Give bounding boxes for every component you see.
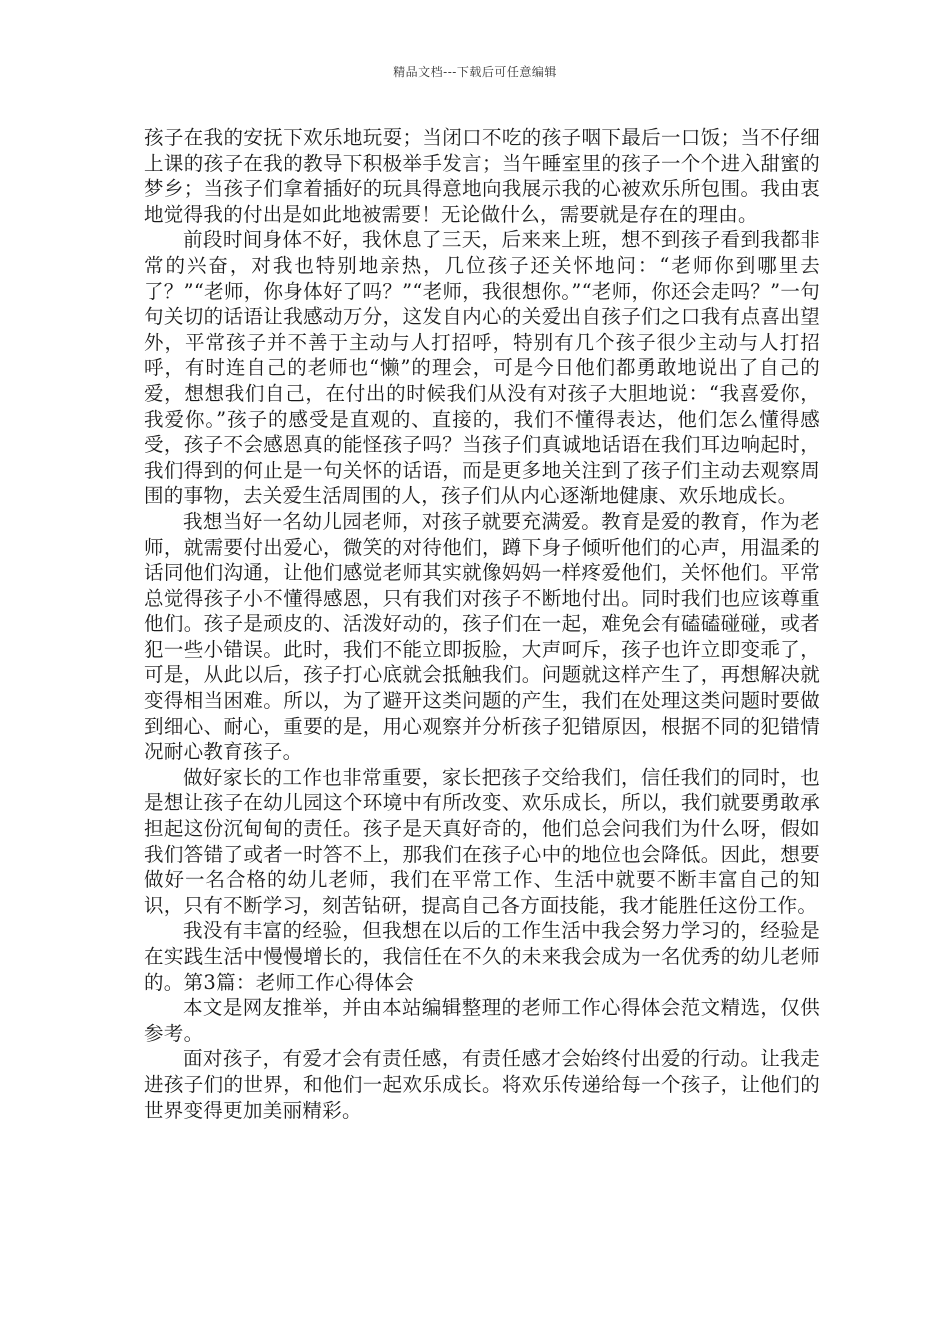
paragraph: 做好家长的工作也非常重要，家长把孩子交给我们，信任我们的同时，也是想让孩子在幼儿园这个环境中有所改变、欢乐成长，所以，我们就要勇敢承担起这份沉甸甸的责任。孩子是天真好奇的，他们总会问我们为什么呀，假如我们答错了或者一时答不上，那我们在孩子心中的地位也会降低。因此，想要做好一名合格的幼儿老师，我们在平常工作、生活中就要不断丰富自己的知识，只有不断学习，刻苦钻研，提高自己各方面技能，我才能胜任这份工作。	[144, 765, 820, 917]
paragraph: 面对孩子，有爱才会有责任感，有责任感才会始终付出爱的行动。让我走进孩子们的世界，和他们一起欢乐成长。将欢乐传递给每一个孩子，让他们的世界变得更加美丽精彩。	[144, 1047, 820, 1122]
paragraph: 孩子在我的安抚下欢乐地玩耍；当闭口不吃的孩子咽下最后一口饭；当不仔细上课的孩子在我的教导下积极举手发言；当午睡室里的孩子一个个进入甜蜜的梦乡；当孩子们拿着插好的玩具得意地向我展示我的心被欢乐所包围。我由衷地觉得我的付出是如此地被需要！无论做什么，需要就是存在的理由。	[144, 126, 820, 226]
paragraph: 前段时间身体不好，我休息了三天，后来来上班，想不到孩子看到我都非常的兴奋，对我也特别地亲热，几位孩子还关怀地问：“老师你到哪里去了？”“老师，你身体好了吗？”“老师，我很想你。”“老师，你还会走吗？”一句句关切的话语让我感动万分，这发自内心的关爱出自孩子们之口我有点喜出望外，平常孩子并不善于主动与人打招呼，特别有几个孩子很少主动与人打招呼，有时连自己的老师也“懒”的理会，可是今日他们都勇敢地说出了自己的爱，想想我们自己，在付出的时候我们从没有对孩子大胆地说：“我喜爱你，我爱你。”孩子的感受是直观的、直接的，我们不懂得表达，他们怎么懂得感受，孩子不会感恩真的能怪孩子吗？当孩子们真诚地话语在我们耳边响起时，我们得到的何止是一句关怀的话语，而是更多地关注到了孩子们主动去观察周围的事物，去关爱生活周围的人，孩子们从内心逐渐地健康、欢乐地成长。	[144, 228, 820, 508]
page-header: 精品文档---下载后可任意编辑	[393, 65, 557, 79]
paragraph: 我想当好一名幼儿园老师，对孩子就要充满爱。教育是爱的教育，作为老师，就需要付出爱心，微笑的对待他们，蹲下身子倾听他们的心声，用温柔的话同他们沟通，让他们感觉老师其实就像妈妈一样疼爱他们，关怀他们。平常总觉得孩子小不懂得感恩，只有我们对孩子不断地付出。同时我们也应该尊重他们。孩子是顽皮的、活泼好动的，孩子们在一起，难免会有磕磕碰碰，或者犯一些小错误。此时，我们不能立即扳脸，大声呵斥，孩子也许立即变乖了，可是，从此以后，孩子打心底就会抵触我们。问题就这样产生了，再想解决就变得相当困难。所以，为了避开这类问题的产生，我们在处理这类问题时要做到细心、耐心，重要的是，用心观察并分析孩子犯错原因，根据不同的犯错情况耐心教育孩子。	[144, 509, 820, 764]
paragraph: 本文是网友推举，并由本站编辑整理的老师工作心得体会范文精选，仅供参考。	[144, 996, 820, 1045]
paragraph: 我没有丰富的经验，但我想在以后的工作生活中我会努力学习的，经验是在实践生活中慢慢增长的，我信任在不久的未来我会成为一名优秀的幼儿老师的。第3篇：老师工作心得体会	[144, 919, 820, 994]
document-body	[144, 125, 820, 1123]
